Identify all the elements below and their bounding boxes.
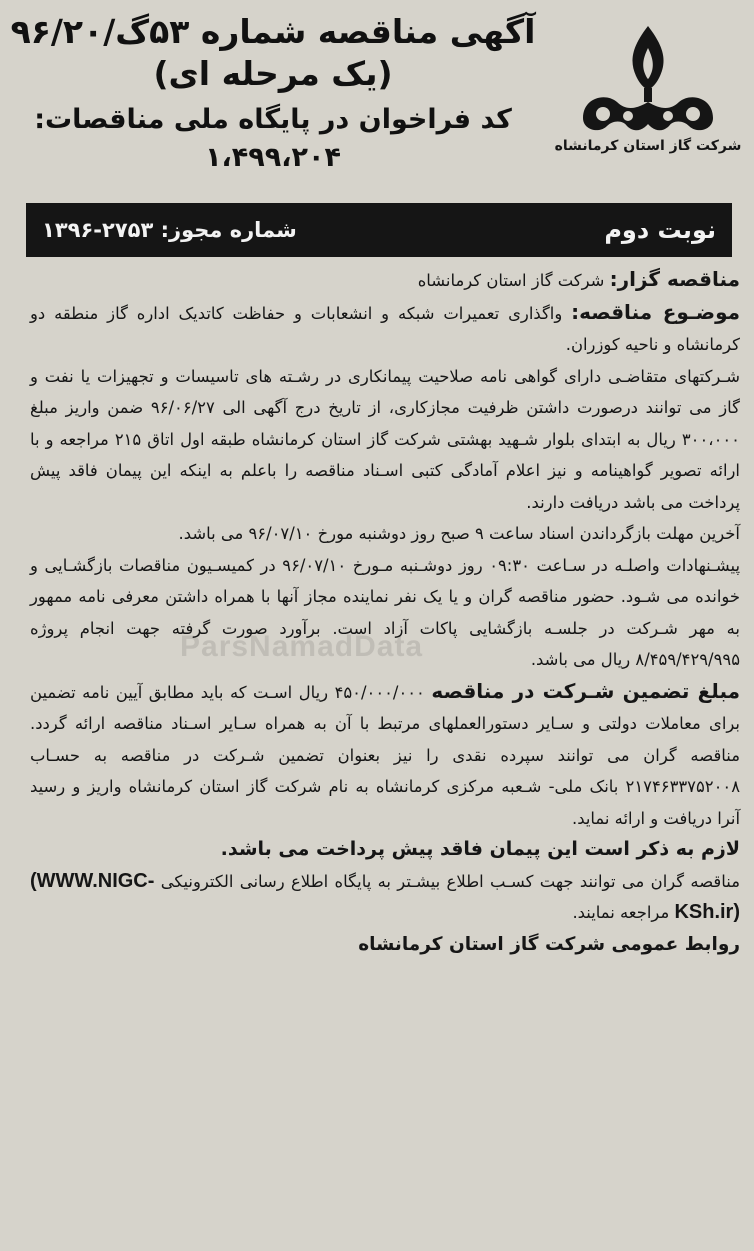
notice-subtitle: (یک مرحله ای) — [153, 54, 393, 93]
notice-body — [30, 264, 740, 960]
notice-title: آگهی مناقصه شماره ۵۳گ/۹۶/۲۰ — [10, 12, 536, 51]
call-code-number: ۱،۴۹۹،۲۰۴ — [205, 142, 341, 173]
permit-number: شماره مجوز: ۲۷۵۳-۱۳۹۶ — [42, 218, 297, 242]
deadline-paragraph: آخرین مهلت بازگرداندن اسناد ساعت ۹ صبح روز دوشنبه مورخ ۹۶/۰۷/۱۰ می باشد. — [178, 524, 740, 543]
company-name-small: شرکت گاز استان کرمانشاه — [554, 138, 742, 154]
subject-text: واگذاری تعمیرات شبکه و انشعابات و حفاظت کاتدیک اداره گاز منطقه دو کرمانشاه و ناحیه کوزران. — [30, 303, 740, 354]
guarantee-paragraph — [30, 676, 740, 835]
watermark-text: ParsNamadData — [180, 630, 424, 663]
public-relations-signature: روابط عمومی شرکت گاز استان کرمانشاه — [358, 933, 740, 955]
notice-info-band — [26, 203, 732, 257]
info-end-text: مراجعه نمایند. — [572, 903, 675, 922]
guarantee-text: ۴۵۰/۰۰۰/۰۰۰ ریال اسـت که باید مطابق آیین نامه تضمین برای معاملات دولتی و سـایر دستورالعملهای مرتبط با آن به همراه سـایر اسـناد مناقصه ارائه گردد. مناقصه گران می توانند سپرده نقدی را نیز بعنوان تضمین شـرکت در مناقصه به حسـاب ۲۱۷۴۶۳۳۷۵۲۰۰۸ بانک ملی- شـعبه مرکزی کرمانشاه به نام شرکت گاز استان کرمانشاه واریز و رسید آنرا دریافت و ارائه نماید. — [30, 682, 740, 828]
opening-paragraph: پیشـنهادات واصلـه در سـاعت ۰۹:۳۰ روز دوشـنبه مـورخ ۹۶/۰۷/۱۰ در کمیسـیون مناقصات بازگشـایی و خوانده می شـود. حضور مناقصه گران و یا یک نفر نماینده مجاز آنها با همراه داشتن معرفی نامه ممهور به مهر شـرکت در جلسـه بازگشایی پاکات آزاد است. برآورد صورت گرفته جهت انجام پروژه ۸/۴۵۹/۴۲۹/۹۹۵ ریال می باشد. — [30, 555, 741, 669]
eligibility-paragraph: شـرکتهای متقاضـی دارای گواهی نامه صلاحیت پیمانکاری در رشـته های تاسیسات و تجهیزات یا نفت و گاز می توانند درصورت داشتن ظرفیت مجازکاری، از تاریخ درج آگهی الی ۹۶/۰۶/۲۷ ضمن واریز مبلغ ۳۰۰،۰۰۰ ریال به ابتدای بلوار شـهید بهشتی شرکت گاز استان کرمانشاه طبقه اول اتاق ۲۱۵ مراجعه و با ارائه تصویر گواهینامه و نیز اعلام آمادگی کتبی اسـناد مناقصه را باعلم به اینکه این پیمان فاقد پیش پرداخت می باشد دریافت دارند. — [30, 366, 740, 512]
organizer-label: مناقصه گزار: — [609, 267, 740, 291]
company-logo-block — [548, 22, 748, 154]
publication-round: نوبت دوم — [604, 216, 716, 244]
call-code-label: کد فراخوان در پایگاه ملی مناقصات: — [34, 104, 512, 135]
notice-header — [0, 0, 754, 200]
info-text: مناقصه گران می توانند جهت کسـب اطلاع بیشـتر به پایگاه اطلاع رسانی الکترونیکی — [154, 871, 740, 891]
guarantee-label: مبلغ تضمین شـرکت در مناقصه — [431, 678, 741, 703]
info-paragraph — [30, 866, 740, 929]
gas-company-flame-logo-icon — [573, 22, 723, 134]
tender-organizer-paragraph — [30, 264, 740, 297]
tender-subject-paragraph — [30, 297, 740, 361]
no-prepayment-note: لازم به ذکر است این پیمان فاقد پیش پرداخت می باشد. — [220, 838, 740, 860]
subject-label: موضـوع مناقصه: — [571, 299, 740, 324]
notice-title-block — [8, 10, 538, 176]
website-link[interactable]: (WWW.NIGC-KSh.ir) — [30, 869, 740, 923]
organizer-text: شرکت گاز استان کرمانشاه — [417, 271, 610, 290]
